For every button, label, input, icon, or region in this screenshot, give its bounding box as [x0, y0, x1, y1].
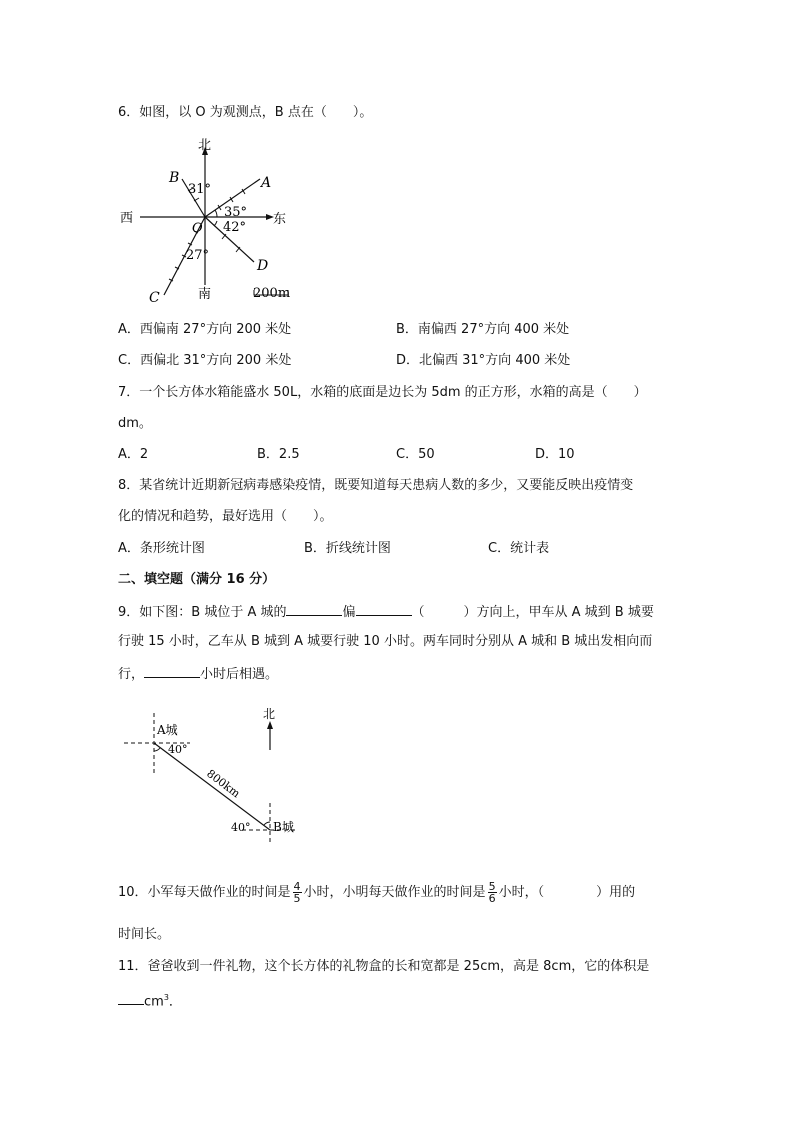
q9-line3-b: 小时后相遇。	[200, 667, 279, 682]
q9-angle-a: 40°	[168, 743, 188, 756]
section-title-fill-in: 二、填空题（满分 16 分）	[118, 572, 276, 587]
q10-frac2-num: 5	[488, 880, 496, 893]
q6-option-c[interactable]: C．西偏北 31°方向 200 米处	[118, 353, 292, 368]
q10-frac2-den: 6	[488, 892, 496, 905]
q6-north-label: 北	[198, 138, 212, 153]
q9-city-b: B城	[273, 820, 294, 834]
q11-blank[interactable]	[118, 991, 144, 1005]
q6-angle-d: 42°	[223, 220, 247, 235]
q8-option-b[interactable]: B．折线统计图	[304, 541, 391, 556]
q10-line1	[118, 880, 635, 906]
q6-option-b[interactable]: B．南偏西 27°方向 400 米处	[396, 322, 570, 337]
q8-option-a[interactable]: A．条形统计图	[118, 541, 205, 556]
q9-blank-2[interactable]	[356, 602, 412, 616]
q9-blank-3[interactable]	[144, 664, 200, 678]
q9-north-label: 北	[263, 707, 276, 721]
q11-line2	[118, 989, 182, 1011]
q10-frac1-den: 5	[293, 892, 301, 905]
q7-option-c[interactable]: C．50	[396, 447, 435, 462]
q6-point-d: D	[257, 258, 269, 274]
q9-city-figure	[118, 705, 318, 845]
q6-option-a[interactable]: A．西偏南 27°方向 200 米处	[118, 322, 292, 337]
q11-unit-sup: 3	[163, 993, 169, 1002]
q10-part2: 小时，小明每天做作业的时间是	[303, 885, 486, 900]
q6-point-b: B	[169, 170, 180, 186]
q9-part2: 偏	[342, 605, 356, 620]
q8-stem-line1: 8．某省统计近期新冠病毒感染疫情，既要知道每天患病人数的多少，又要能反映出疫情变	[118, 478, 634, 493]
q9-blank-1[interactable]	[286, 602, 342, 616]
q6-point-c: C	[149, 290, 160, 305]
q11-line1: 11．爸爸收到一件礼物，这个长方体的礼物盒的长和宽都是 25cm，高是 8cm，它的体积是	[118, 959, 650, 974]
q6-scale-label: 200m	[253, 286, 291, 301]
q8-stem-line2: 化的情况和趋势，最好选用（ ）。	[118, 509, 333, 524]
q9-part3: （ ）方向上，甲车从 A 城到 B 城要	[411, 605, 654, 620]
q9-line3	[118, 664, 278, 684]
q6-origin-label: O	[192, 221, 203, 236]
q6-south-label: 南	[198, 287, 212, 302]
q9-line2: 行驶 15 小时，乙车从 B 城到 A 城要行驶 10 小时。两车同时分别从 A 城和 B 城出发相向而	[118, 634, 653, 649]
q6-option-d[interactable]: D．北偏西 31°方向 400 米处	[396, 353, 571, 368]
q7-stem-line1: 7．一个长方体水箱能盛水 50L，水箱的底面是边长为 5dm 的正方形，水箱的高是（ ）	[118, 385, 647, 400]
q6-angle-a: 35°	[224, 205, 248, 220]
q9-angle-b: 40°	[231, 821, 251, 834]
q10-frac1-num: 4	[293, 880, 301, 893]
q8-option-c[interactable]: C．统计表	[488, 541, 550, 556]
q6-east-label: 东	[273, 212, 287, 227]
q7-option-d[interactable]: D．10	[535, 447, 575, 462]
q7-stem-line2: dm。	[118, 416, 152, 431]
q10-part3: 小时，（ ）用的	[498, 885, 636, 900]
q6-compass-figure	[118, 135, 293, 305]
q9-line1	[118, 602, 654, 622]
q6-west-label: 西	[120, 211, 134, 226]
q7-option-a[interactable]: A．2	[118, 447, 149, 462]
q9-distance: 800km	[204, 767, 243, 801]
q10-line2: 时间长。	[118, 927, 171, 942]
q11-tail: ．	[168, 994, 182, 1010]
q6-angle-c: 27°	[186, 248, 210, 263]
q6-stem: 6．如图，以 O 为观测点，B 点在（ ）。	[118, 105, 373, 120]
q10-fraction-2	[488, 881, 497, 904]
q10-fraction-1	[293, 881, 302, 904]
q9-city-a: A城	[157, 723, 178, 737]
q6-point-a: A	[261, 175, 272, 191]
q7-option-b[interactable]: B．2.5	[257, 447, 300, 462]
q10-part1: 10．小军每天做作业的时间是	[118, 885, 291, 900]
q9-line3-a: 行，	[118, 667, 145, 682]
q11-unit: cm	[144, 994, 164, 1010]
q6-angle-b: 31°	[188, 182, 212, 197]
q9-part1: 9．如下图：B 城位于 A 城的	[118, 605, 287, 620]
